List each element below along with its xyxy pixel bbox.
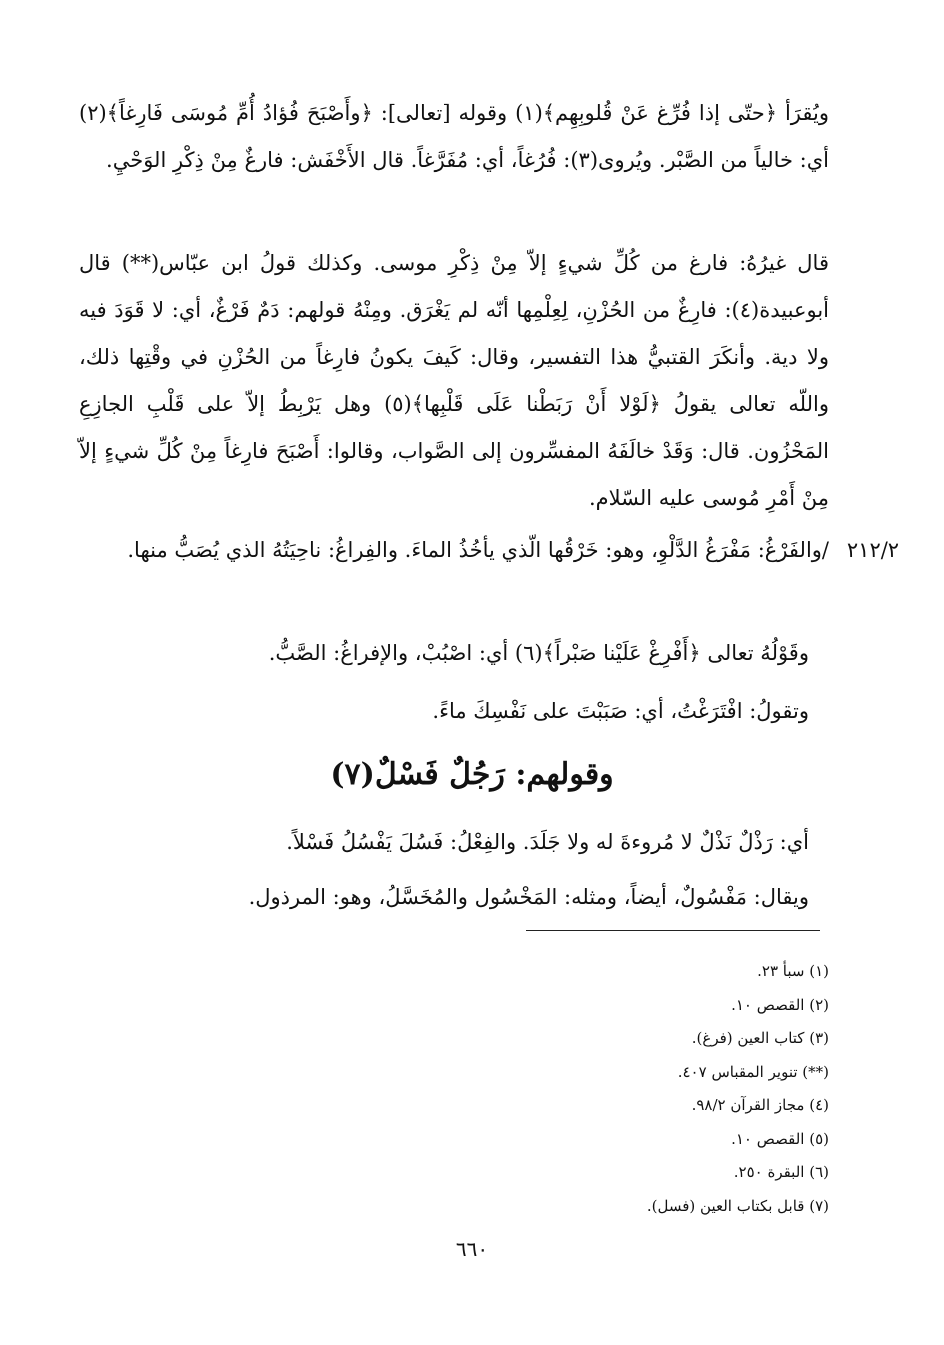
body-paragraph-1: ويُقرَأ ﴿حتّى إذا فُرِّغ عَنْ قُلوبِهِم﴾(١) وقوله [تعالى]: ﴿وأَصْبَحَ فُؤادُ أُمِّ مُوسَى فَارِغاً﴾(٢) أي: خالياً من الصَّبْر. ويُروى(٣): فُرُغاً، أي: مُفَرَّغاً. قال الأَخْفَش: فارغٌ مِنْ ذِكْرِ الوَحْيِ.	[79, 101, 829, 172]
footnote-separator	[526, 930, 820, 931]
page-number: ٦٦٠	[455, 1237, 489, 1261]
body-paragraph-6: أي: رَذْلٌ نَذْلٌ لا مُروءةَ له ولا جَلَدَ. والفِعْلُ: فَسُلَ يَفْسُلُ فَسْلاً.	[286, 830, 809, 854]
section-heading: وقولهم: رَجُلٌ فَسْلٌ(٧)	[330, 757, 614, 792]
body-paragraph-7: ويقال: مَفْسُولٌ، أيضاً، ومثله: المَخْسُول والمُخَسَّلُ، وهو: المرذول.	[248, 885, 809, 909]
body-paragraph-4: وقَوْلُهُ تعالى ﴿أَفْرِغْ عَلَيْنا صَبْراً﴾(٦) أي: اصْبُبْ، والإفراغُ: الصَّبُّ.	[268, 641, 809, 665]
footnote-item: (١) سبأ ٢٣.	[757, 962, 829, 980]
body-paragraph-3: /والفَرْغُ: مَفْرَغُ الدَّلْوِ، وهو: خَرْقُها الّذي يأخُذُ الماءَ. والفِراغُ: ناحِيَتُهُ الذي يُصَبُّ منها.	[127, 538, 829, 562]
footnote-item: (٦) البقرة ٢٥٠.	[733, 1163, 829, 1181]
footnote-item: (٧) قابل بكتاب العين (فسل).	[646, 1196, 829, 1215]
body-paragraph-5: وتقولُ: افْتَرَغْتُ، أي: صَبَبْتَ على نَفْسِكَ ماءً.	[432, 699, 809, 723]
footnotes-list	[429, 955, 829, 1223]
body-paragraph-2: قال غيرُهُ: فارغ من كُلِّ شيءٍ إلاّ مِنْ ذِكْرِ موسى. وكذلك قولُ ابن عبّاس(**) قال أبوعبيدة(٤): فارِغٌ من الحُزْنِ، لِعِلْمِها أنّه لم يَغْرَق. ومِنْهُ قولهم: دَمٌ فَرْغٌ، أي: لا قَوَدَ فيه ولا دية. وأنكَرَ القتبيُّ هذا التفسير، وقال: كَيفَ يكونُ فارِغاً من الحُزْنِ في وقْتِها ذلك، واللّه تعالى يقولُ ﴿لَوْلا أَنْ رَبَطْنا عَلَى قَلْبِها﴾(٥) وهل يَرْبِطُ إلاّ على قَلْبِ الجازِعِ المَحْزُون. قال: وَقَدْ خالَفَهُ المفسِّرون إلى الصَّواب، وقالوا: أَصْبَحَ فارِغاً مِنْ كُلِّ شيءٍ إلاّ مِنْ أَمْرِ مُوسى عليه السّلام.	[79, 251, 829, 510]
footnote-item: (٣) كتاب العين (فرغ).	[691, 1029, 829, 1047]
margin-page-reference: ٢١٢/٢	[846, 538, 900, 562]
footnote-item: (٤) مجاز القرآن ٩٨/٢.	[691, 1096, 829, 1114]
footnote-item: (**) تنوير المقباس ٤٠٧.	[677, 1062, 829, 1081]
footnote-item: (٥) القصص ١٠.	[731, 1129, 829, 1148]
footnote-item: (٢) القصص ١٠.	[731, 995, 829, 1014]
